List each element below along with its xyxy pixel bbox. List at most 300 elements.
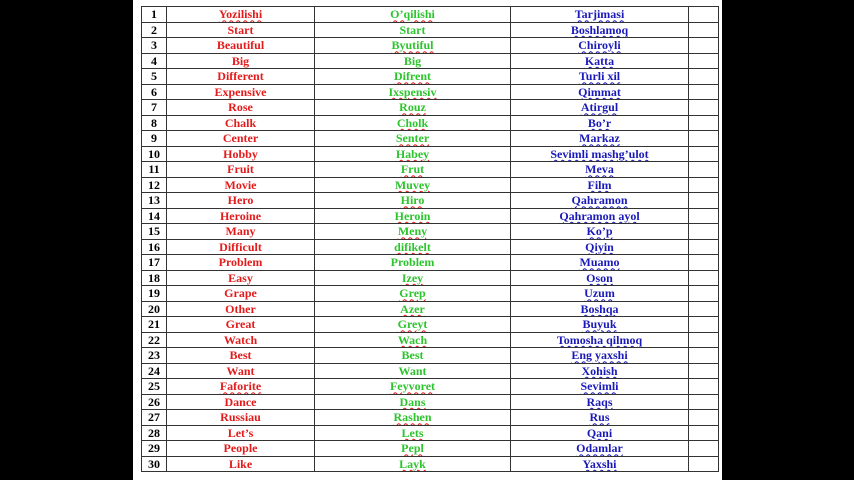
translation-text: Markaz xyxy=(579,131,620,146)
english-word-text: Easy xyxy=(228,270,253,285)
row-number-cell xyxy=(142,441,167,457)
translation-text: Qiyin xyxy=(585,239,614,254)
row-number-cell xyxy=(142,7,167,23)
transcription-text: Dans xyxy=(399,394,426,409)
table-row xyxy=(142,224,719,240)
english-word-text: Expensive xyxy=(214,84,267,99)
translation-text: Yaxshi xyxy=(582,456,617,471)
english-word-cell xyxy=(167,239,315,255)
english-word-text: Problem xyxy=(218,255,263,270)
transcription-cell xyxy=(315,301,511,317)
english-word-cell xyxy=(167,379,315,395)
transcription-cell xyxy=(315,38,511,54)
translation-cell xyxy=(511,239,689,255)
transcription-cell xyxy=(315,162,511,178)
translation-cell xyxy=(511,255,689,271)
transcription-text: Habey xyxy=(395,146,430,161)
translation-text: Ko’p xyxy=(586,224,613,239)
translation-text: Qani xyxy=(586,425,613,440)
vocabulary-table-body xyxy=(142,7,719,472)
row-number-cell xyxy=(142,410,167,426)
row-number-cell xyxy=(142,131,167,147)
english-word-cell xyxy=(167,162,315,178)
translation-cell xyxy=(511,100,689,116)
empty-cell xyxy=(689,193,719,209)
empty-cell xyxy=(689,84,719,100)
table-row xyxy=(142,177,719,193)
english-word-text: People xyxy=(223,441,258,456)
transcription-cell xyxy=(315,239,511,255)
row-number-text: 14 xyxy=(148,208,160,223)
row-number-cell xyxy=(142,301,167,317)
translation-text: Sevimli mashg’ulot xyxy=(550,146,649,161)
english-word-text: Movie xyxy=(224,177,257,192)
translation-text: Qahramon xyxy=(571,193,628,208)
english-word-cell xyxy=(167,363,315,379)
english-word-cell xyxy=(167,224,315,240)
transcription-text: Greyt xyxy=(397,317,428,332)
transcription-text: Big xyxy=(403,53,422,68)
row-number-cell xyxy=(142,239,167,255)
transcription-text: Ixspensiv xyxy=(388,84,437,99)
table-row xyxy=(142,286,719,302)
table-row xyxy=(142,53,719,69)
translation-cell xyxy=(511,115,689,131)
transcription-cell xyxy=(315,379,511,395)
row-number-text: 2 xyxy=(151,22,157,37)
english-word-cell xyxy=(167,177,315,193)
transcription-cell xyxy=(315,332,511,348)
row-number-text: 5 xyxy=(151,69,157,84)
transcription-text: Frut xyxy=(400,162,425,177)
translation-text: Chiroyli xyxy=(578,38,621,53)
translation-cell xyxy=(511,193,689,209)
transcription-cell xyxy=(315,410,511,426)
empty-cell xyxy=(689,456,719,472)
english-word-text: Center xyxy=(222,131,259,146)
empty-cell xyxy=(689,255,719,271)
english-word-text: Many xyxy=(225,224,256,239)
transcription-cell xyxy=(315,69,511,85)
translation-text: Tomosha qilmoq xyxy=(556,332,643,347)
row-number-text: 26 xyxy=(148,394,160,409)
empty-cell xyxy=(689,363,719,379)
translation-cell xyxy=(511,363,689,379)
row-number-cell xyxy=(142,162,167,178)
translation-text: Rus xyxy=(589,410,610,425)
empty-cell xyxy=(689,224,719,240)
row-number-cell xyxy=(142,394,167,410)
translation-text: Bo’r xyxy=(587,115,612,130)
english-word-cell xyxy=(167,100,315,116)
row-number-cell xyxy=(142,53,167,69)
row-number-text: 19 xyxy=(148,286,160,301)
transcription-cell xyxy=(315,100,511,116)
transcription-cell xyxy=(315,193,511,209)
empty-cell xyxy=(689,7,719,23)
row-number-text: 20 xyxy=(148,301,160,316)
translation-cell xyxy=(511,317,689,333)
row-number-text: 15 xyxy=(148,224,160,239)
transcription-text: Layk xyxy=(399,456,426,471)
transcription-cell xyxy=(315,255,511,271)
translation-text: Meva xyxy=(585,162,614,177)
translation-text: Boshlamoq xyxy=(570,22,629,37)
translation-text: Raqs xyxy=(586,394,613,409)
empty-cell xyxy=(689,348,719,364)
row-number-cell xyxy=(142,208,167,224)
transcription-text: Problem xyxy=(390,255,435,270)
english-word-text: Chalk xyxy=(224,115,257,130)
table-row xyxy=(142,193,719,209)
english-word-text: Watch xyxy=(223,332,258,347)
transcription-cell xyxy=(315,22,511,38)
transcription-text: Lets xyxy=(401,425,424,440)
row-number-text: 17 xyxy=(148,255,160,270)
translation-cell xyxy=(511,131,689,147)
empty-cell xyxy=(689,379,719,395)
transcription-text: Difrent xyxy=(393,69,432,84)
translation-text: Eng yaxshi xyxy=(571,348,628,363)
transcription-text: Hiro xyxy=(400,193,425,208)
row-number-cell xyxy=(142,22,167,38)
row-number-cell xyxy=(142,69,167,85)
transcription-text: Pepl xyxy=(401,441,424,456)
table-row xyxy=(142,317,719,333)
english-word-cell xyxy=(167,146,315,162)
transcription-text: Heroin xyxy=(394,208,431,223)
translation-text: Qahramon ayol xyxy=(559,208,640,223)
transcription-text: Best xyxy=(401,348,424,363)
translation-cell xyxy=(511,425,689,441)
english-word-text: Hobby xyxy=(223,146,258,161)
empty-cell xyxy=(689,332,719,348)
table-row xyxy=(142,348,719,364)
english-word-text: Like xyxy=(228,456,253,471)
row-number-text: 28 xyxy=(148,425,160,440)
table-row xyxy=(142,410,719,426)
translation-text: Boshqa xyxy=(580,301,619,316)
transcription-text: Cholk xyxy=(396,115,429,130)
transcription-text: Start xyxy=(399,22,426,37)
row-number-text: 3 xyxy=(151,38,157,53)
row-number-text: 4 xyxy=(151,53,157,68)
english-word-cell xyxy=(167,53,315,69)
row-number-text: 10 xyxy=(148,146,160,161)
table-row xyxy=(142,379,719,395)
transcription-cell xyxy=(315,146,511,162)
table-row xyxy=(142,270,719,286)
translation-cell xyxy=(511,53,689,69)
row-number-text: 11 xyxy=(148,162,160,177)
row-number-text: 6 xyxy=(151,84,157,99)
translation-text: Sevimli xyxy=(580,379,619,394)
translation-text: Qimmat xyxy=(578,84,621,99)
english-word-cell xyxy=(167,317,315,333)
translation-text: Turli xil xyxy=(578,69,621,84)
translation-cell xyxy=(511,22,689,38)
table-row xyxy=(142,115,719,131)
row-number-text: 13 xyxy=(148,193,160,208)
row-number-text: 25 xyxy=(148,379,160,394)
transcription-text: Muvey xyxy=(394,177,431,192)
english-word-cell xyxy=(167,286,315,302)
transcription-cell xyxy=(315,177,511,193)
empty-cell xyxy=(689,146,719,162)
transcription-cell xyxy=(315,270,511,286)
transcription-text: Izey xyxy=(401,270,424,285)
translation-text: Katta xyxy=(584,53,615,68)
transcription-cell xyxy=(315,131,511,147)
empty-cell xyxy=(689,270,719,286)
english-word-text: Best xyxy=(229,348,252,363)
table-row xyxy=(142,7,719,23)
translation-cell xyxy=(511,394,689,410)
transcription-text: Feyvoret xyxy=(389,379,436,394)
table-row xyxy=(142,425,719,441)
table-row xyxy=(142,394,719,410)
english-word-cell xyxy=(167,115,315,131)
translation-cell xyxy=(511,7,689,23)
transcription-text: Byutiful xyxy=(391,38,434,53)
transcription-text: Grep xyxy=(399,286,426,301)
table-row xyxy=(142,363,719,379)
translation-cell xyxy=(511,208,689,224)
translation-text: Film xyxy=(587,177,612,192)
table-row xyxy=(142,69,719,85)
table-row xyxy=(142,146,719,162)
transcription-cell xyxy=(315,348,511,364)
english-word-text: Different xyxy=(217,69,264,84)
empty-cell xyxy=(689,115,719,131)
translation-cell xyxy=(511,441,689,457)
english-word-text: Start xyxy=(227,22,254,37)
row-number-text: 23 xyxy=(148,348,160,363)
row-number-cell xyxy=(142,286,167,302)
empty-cell xyxy=(689,22,719,38)
row-number-cell xyxy=(142,193,167,209)
english-word-text: Let’s xyxy=(227,425,254,440)
transcription-cell xyxy=(315,394,511,410)
english-word-cell xyxy=(167,84,315,100)
translation-cell xyxy=(511,348,689,364)
empty-cell xyxy=(689,425,719,441)
empty-cell xyxy=(689,131,719,147)
english-word-cell xyxy=(167,410,315,426)
transcription-cell xyxy=(315,441,511,457)
row-number-cell xyxy=(142,270,167,286)
table-row xyxy=(142,441,719,457)
translation-text: Uzum xyxy=(584,286,615,301)
table-row xyxy=(142,38,719,54)
row-number-cell xyxy=(142,177,167,193)
english-word-cell xyxy=(167,425,315,441)
english-word-text: Fruit xyxy=(227,162,254,177)
table-row xyxy=(142,131,719,147)
transcription-cell xyxy=(315,115,511,131)
translation-text: Buyuk xyxy=(582,317,617,332)
english-word-cell xyxy=(167,270,315,286)
row-number-text: 18 xyxy=(148,270,160,285)
table-row xyxy=(142,100,719,116)
transcription-cell xyxy=(315,425,511,441)
table-row xyxy=(142,301,719,317)
row-number-text: 22 xyxy=(148,332,160,347)
empty-cell xyxy=(689,286,719,302)
transcription-cell xyxy=(315,84,511,100)
translation-cell xyxy=(511,146,689,162)
transcription-text: O’qilishi xyxy=(390,7,435,22)
table-row xyxy=(142,22,719,38)
empty-cell xyxy=(689,239,719,255)
translation-text: Atirgul xyxy=(580,100,619,115)
transcription-text: Meny xyxy=(397,224,428,239)
english-word-cell xyxy=(167,301,315,317)
vocabulary-table xyxy=(141,6,719,472)
empty-cell xyxy=(689,162,719,178)
row-number-cell xyxy=(142,255,167,271)
transcription-cell xyxy=(315,317,511,333)
row-number-cell xyxy=(142,146,167,162)
transcription-cell xyxy=(315,7,511,23)
transcription-cell xyxy=(315,53,511,69)
english-word-cell xyxy=(167,7,315,23)
transcription-cell xyxy=(315,286,511,302)
english-word-cell xyxy=(167,394,315,410)
empty-cell xyxy=(689,441,719,457)
translation-cell xyxy=(511,162,689,178)
translation-cell xyxy=(511,286,689,302)
english-word-cell xyxy=(167,69,315,85)
transcription-cell xyxy=(315,208,511,224)
translation-text: Muamo xyxy=(579,255,620,270)
row-number-text: 16 xyxy=(148,239,160,254)
english-word-cell xyxy=(167,332,315,348)
empty-cell xyxy=(689,38,719,54)
empty-cell xyxy=(689,100,719,116)
translation-text: Tarjimasi xyxy=(574,7,625,22)
english-word-cell xyxy=(167,441,315,457)
transcription-text: Senter xyxy=(395,131,430,146)
table-row xyxy=(142,456,719,472)
english-word-text: Big xyxy=(231,53,250,68)
table-row xyxy=(142,255,719,271)
english-word-text: Dance xyxy=(224,394,257,409)
english-word-text: Russiau xyxy=(220,410,261,425)
table-row xyxy=(142,208,719,224)
english-word-cell xyxy=(167,38,315,54)
document-page xyxy=(133,0,722,480)
english-word-text: Grape xyxy=(224,286,257,301)
empty-cell xyxy=(689,410,719,426)
row-number-cell xyxy=(142,317,167,333)
translation-cell xyxy=(511,270,689,286)
row-number-cell xyxy=(142,348,167,364)
row-number-text: 8 xyxy=(151,115,157,130)
row-number-text: 12 xyxy=(148,177,160,192)
table-row xyxy=(142,162,719,178)
transcription-text: difikelt xyxy=(394,239,431,254)
english-word-text: Yozilishi xyxy=(218,7,263,22)
transcription-text: Want xyxy=(398,363,427,378)
empty-cell xyxy=(689,177,719,193)
transcription-cell xyxy=(315,456,511,472)
row-number-cell xyxy=(142,224,167,240)
row-number-text: 7 xyxy=(151,100,157,115)
table-row xyxy=(142,239,719,255)
transcription-cell xyxy=(315,224,511,240)
translation-cell xyxy=(511,38,689,54)
row-number-cell xyxy=(142,38,167,54)
translation-cell xyxy=(511,84,689,100)
english-word-cell xyxy=(167,348,315,364)
english-word-cell xyxy=(167,22,315,38)
row-number-text: 9 xyxy=(151,131,157,146)
table-row xyxy=(142,332,719,348)
row-number-cell xyxy=(142,363,167,379)
row-number-cell xyxy=(142,100,167,116)
row-number-cell xyxy=(142,84,167,100)
empty-cell xyxy=(689,69,719,85)
empty-cell xyxy=(689,394,719,410)
english-word-text: Beautiful xyxy=(216,38,265,53)
translation-cell xyxy=(511,224,689,240)
transcription-text: Wach xyxy=(397,332,428,347)
row-number-text: 1 xyxy=(151,7,157,22)
row-number-cell xyxy=(142,456,167,472)
transcription-text: Rouz xyxy=(399,100,426,115)
row-number-text: 27 xyxy=(148,410,160,425)
translation-cell xyxy=(511,177,689,193)
empty-cell xyxy=(689,208,719,224)
row-number-text: 29 xyxy=(148,441,160,456)
empty-cell xyxy=(689,53,719,69)
transcription-text: Rashen xyxy=(393,410,432,425)
translation-cell xyxy=(511,301,689,317)
transcription-text: Azer xyxy=(400,301,425,316)
english-word-cell xyxy=(167,131,315,147)
row-number-text: 30 xyxy=(148,456,160,471)
english-word-text: Faforite xyxy=(219,379,262,394)
translation-cell xyxy=(511,456,689,472)
translation-cell xyxy=(511,332,689,348)
translation-cell xyxy=(511,379,689,395)
row-number-cell xyxy=(142,379,167,395)
row-number-cell xyxy=(142,425,167,441)
translation-text: Xohish xyxy=(581,363,618,378)
translation-cell xyxy=(511,410,689,426)
english-word-cell xyxy=(167,456,315,472)
english-word-text: Great xyxy=(225,317,256,332)
empty-cell xyxy=(689,317,719,333)
empty-cell xyxy=(689,301,719,317)
transcription-cell xyxy=(315,363,511,379)
table-row xyxy=(142,84,719,100)
english-word-text: Hero xyxy=(227,193,254,208)
english-word-text: Heroine xyxy=(219,208,262,223)
translation-text: Odamlar xyxy=(576,441,623,456)
english-word-text: Difficult xyxy=(219,239,262,254)
row-number-text: 21 xyxy=(148,317,160,332)
english-word-cell xyxy=(167,208,315,224)
row-number-cell xyxy=(142,332,167,348)
english-word-text: Other xyxy=(225,301,256,316)
row-number-text: 24 xyxy=(148,363,160,378)
english-word-text: Want xyxy=(226,363,255,378)
english-word-cell xyxy=(167,193,315,209)
english-word-cell xyxy=(167,255,315,271)
english-word-text: Rose xyxy=(228,100,253,115)
